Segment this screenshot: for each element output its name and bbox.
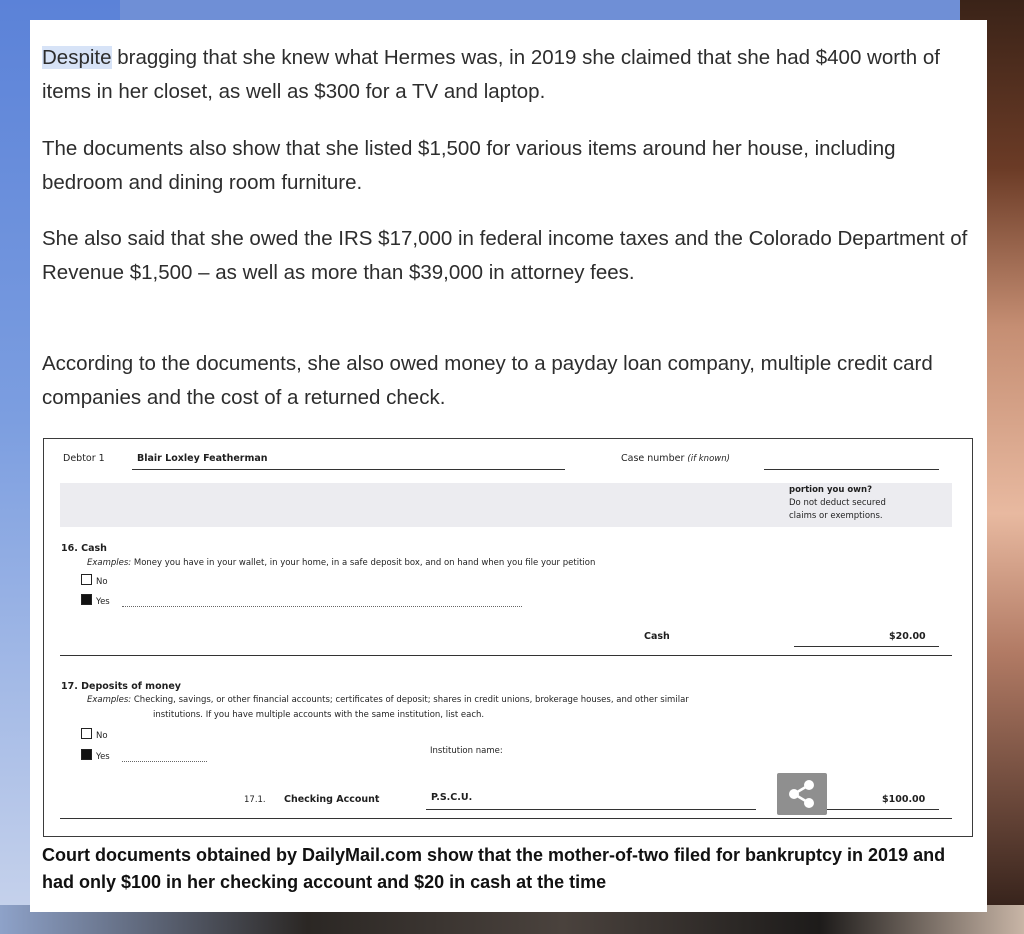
section-16-examples-label: Examples: [87, 558, 132, 568]
account-type: Checking Account [284, 794, 380, 805]
no-label: No [96, 731, 108, 741]
section-17-examples-2: institutions. If you have multiple accounts with the same institution, list each. [153, 710, 485, 720]
section-17-examples-text-1: Checking, savings, or other financial accounts; certificates of deposit; shares in credit unions, brokerage houses, and other similar [131, 695, 689, 705]
court-document-image [43, 438, 973, 837]
portion-note-1: Do not deduct secured [789, 498, 886, 508]
section-16-no [81, 574, 108, 587]
image-caption: Court documents obtained by DailyMail.com show that the mother-of-two filed for bankruptcy in 2019 and had only $100 in her checking account and $20 in cash at the time [42, 845, 946, 892]
case-number-text: Case number [621, 453, 685, 464]
section-16-yes [81, 594, 110, 607]
section-16-examples [87, 558, 595, 568]
case-number-label [621, 453, 730, 464]
section-16-examples-text: Money you have in your wallet, in your home, in a safe deposit box, and on hand when you file your petition [131, 558, 596, 568]
share-button[interactable] [777, 773, 827, 815]
debtor-name: Blair Loxley Featherman [137, 453, 268, 464]
share-icon [777, 773, 827, 815]
section-17-title: 17. Deposits of money [61, 681, 181, 692]
account-institution: P.S.C.U. [431, 792, 473, 803]
article-card [30, 20, 987, 912]
case-number-suffix: (if known) [687, 454, 730, 464]
institution-name-label: Institution name: [430, 746, 503, 756]
section-divider [60, 655, 952, 656]
debtor-underline [132, 469, 565, 470]
account-number: 17.1. [244, 795, 266, 805]
yes-label: Yes [96, 752, 110, 762]
paragraph-3: She also said that she owed the IRS $17,000 in federal income taxes and the Colorado Department of Revenue $1,500 – as well as more than $39,000 in attorney fees. [42, 227, 968, 284]
institution-underline [426, 809, 756, 810]
checkbox-empty [81, 574, 92, 585]
checkbox-checked [81, 594, 92, 605]
highlighted-word: Despite [42, 46, 112, 69]
portion-title: portion you own? [789, 485, 873, 495]
cash-value: $20.00 [889, 631, 926, 642]
paragraph-2: The documents also show that she listed $1,500 for various items around her house, including bedroom and dining room furniture. [42, 137, 896, 194]
section-17-no [81, 728, 108, 741]
yes-label: Yes [96, 597, 110, 607]
debtor-label: Debtor 1 [63, 453, 105, 464]
portion-note-2: claims or exemptions. [789, 511, 883, 521]
checkbox-checked [81, 749, 92, 760]
paragraph-4: According to the documents, she also owed money to a payday loan company, multiple credit card companies and the cost of a returned check. [42, 352, 933, 409]
paragraph-1 [42, 41, 972, 109]
account-value: $100.00 [882, 794, 926, 805]
section-16-dotted-line [122, 606, 522, 607]
no-label: No [96, 577, 108, 587]
section-17-examples-1 [87, 695, 689, 705]
cash-label: Cash [644, 631, 670, 642]
section-bottom-rule [60, 818, 952, 819]
case-number-underline [764, 469, 939, 470]
section-17-yes [81, 749, 110, 762]
cash-value-underline [794, 646, 939, 647]
paragraph-1-text: bragging that she knew what Hermes was, in 2019 she claimed that she had $400 worth of items in her closet, as well as $300 for a TV and laptop. [42, 46, 940, 103]
checkbox-empty [81, 728, 92, 739]
section-17-dotted-line [122, 761, 207, 762]
section-17-examples-label: Examples: [87, 695, 132, 705]
section-16-title: 16. Cash [61, 543, 107, 554]
